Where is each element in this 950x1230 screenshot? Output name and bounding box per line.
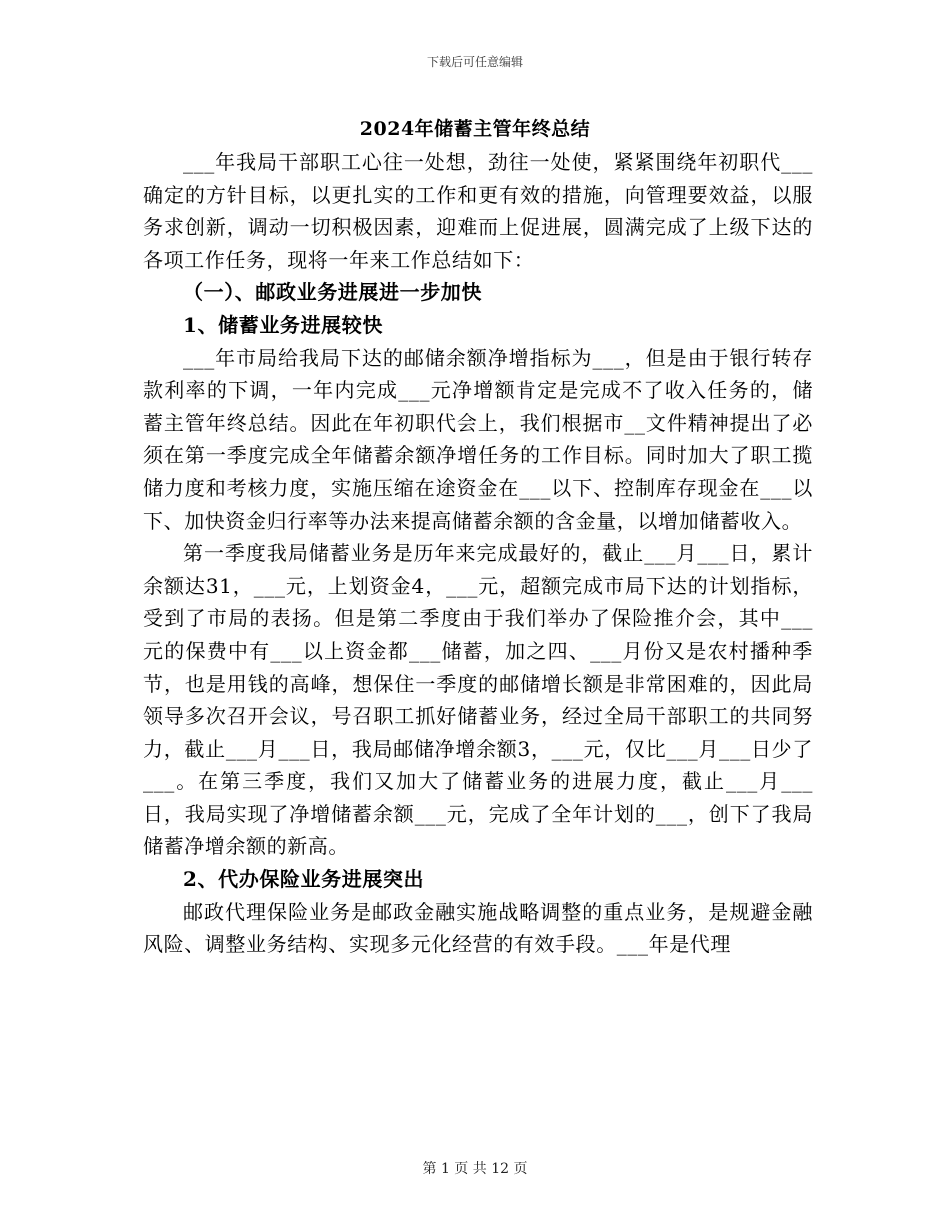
insurance-paragraph: 邮政代理保险业务是邮政金融实施战略调整的重点业务，是规避金融风险、调整业务结构、实现多元化经营的有效手段。___年是代理 — [143, 899, 813, 957]
subsection-heading-insurance: 2、代办保险业务进展突出 — [183, 867, 425, 892]
intro-paragraph: ___年我局干部职工心往一处想，劲往一处使，紧紧围绕年初职代___确定的方针目标，以更扎实的工作和更有效的措施，向管理要效益，以服务求创新，调动一切积极因素，迎难而上促进展，圆满完成了上级下达的各项工作任务，现将一年来工作总结如下： — [143, 150, 813, 272]
document-body — [143, 146, 813, 961]
subsection-heading-savings: 1、储蓄业务进展较快 — [183, 312, 383, 337]
savings-paragraph-2: 第一季度我局储蓄业务是历年来完成最好的，截止___月___日，累计余额达31，___元，上划资金4，___元，超额完成市局下达的计划指标，受到了市局的表扬。但是第二季度由于我们举办了保险推介会，其中___元的保费中有___以上资金都___储蓄，加之四、___月份又是农村播种季节，也是用钱的高峰，想保住一季度的邮储增长额是非常困难的，因此局领导多次召开会议，号召职工抓好储蓄业务，经过全局干部职工的共同努力，截止___月___日，我局邮储净增余额3，___元，仅比___月___日少了___。在第三季度，我们又加大了储蓄业务的进展力度，截止___月___日，我局实现了净增储蓄余额___元，完成了全年计划的___，创下了我局储蓄净增余额的新高。 — [143, 541, 813, 859]
savings-paragraph-1: ___年市局给我局下达的邮储余额净增指标为___，但是由于银行转存款利率的下调，一年内完成___元净增额肯定是完成不了收入任务的，储蓄主管年终总结。因此在年初职代会上，我们根据市__文件精神提出了必须在第一季度完成全年储蓄余额净增任务的工作目标。同时加大了职工揽储力度和考核力度，实施压缩在途资金在___以下、控制库存现金在___以下、加快资金归行率等办法来提高储蓄余额的含金量，以增加储蓄收入。 — [143, 345, 813, 533]
section-heading-postal-business: （一）、邮政业务进展进一步加快 — [183, 280, 482, 305]
header-note: 下载后可任意编辑 — [426, 55, 523, 69]
document-title: 2024年储蓄主管年终总结 — [359, 118, 591, 140]
page-number-footer: 第 1 页 共 12 页 — [422, 1161, 528, 1177]
